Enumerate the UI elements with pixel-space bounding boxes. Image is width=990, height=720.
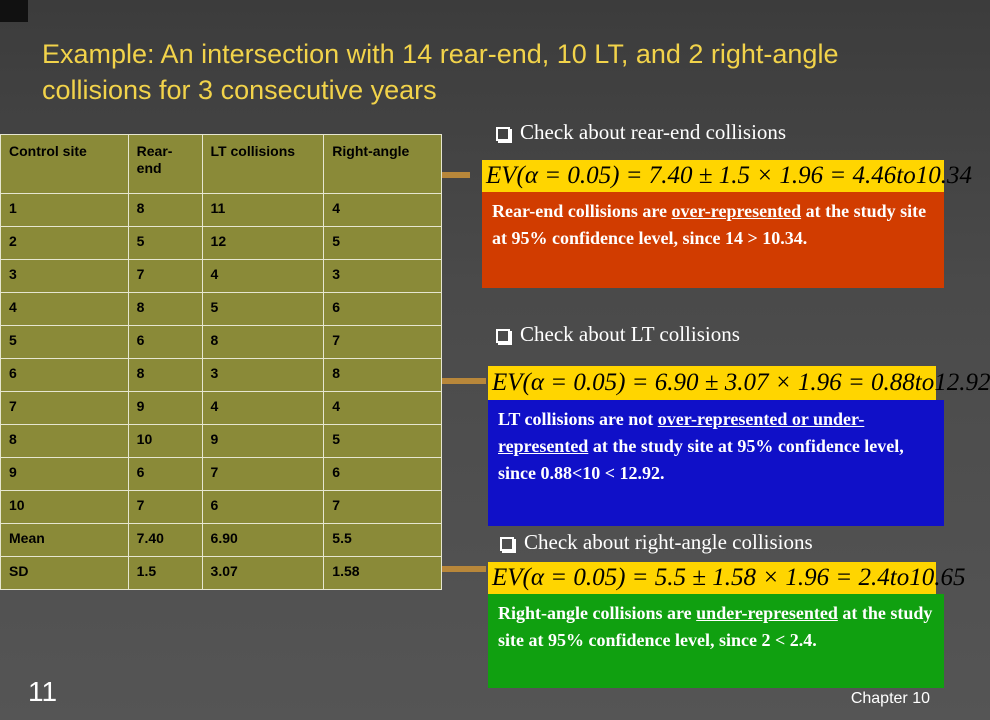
table-cell: 9 [1, 458, 129, 491]
result-right-angle-post: at the study site at 95% confidence level, since 2 < 2.4. [498, 603, 933, 650]
table-cell: 7 [324, 326, 442, 359]
table-row [1, 359, 442, 392]
table-cell: 6.90 [202, 524, 324, 557]
table-cell: 3 [202, 359, 324, 392]
table-cell: 6 [128, 326, 202, 359]
table-cell: 1 [1, 194, 129, 227]
table-cell: 8 [128, 194, 202, 227]
table-cell: 9 [202, 425, 324, 458]
header-lt-collisions: LT collisions [202, 135, 324, 194]
table-header-row [1, 135, 442, 194]
result-right-angle-pre: Right-angle collisions are [498, 603, 697, 623]
table-row [1, 293, 442, 326]
table-cell: 7 [1, 392, 129, 425]
table-cell: 3 [1, 260, 129, 293]
connector-line [442, 566, 486, 572]
table-cell: 9 [128, 392, 202, 425]
table-cell: 4 [202, 392, 324, 425]
corner-decoration [0, 0, 28, 22]
table-cell: 6 [128, 458, 202, 491]
check-right-angle-heading [500, 530, 813, 555]
table-cell: 5 [128, 227, 202, 260]
check-rear-end-heading [496, 120, 786, 145]
result-rear-end-pre: Rear-end collisions are [492, 201, 672, 221]
table-cell: 4 [324, 194, 442, 227]
table-cell: 2 [1, 227, 129, 260]
result-box-rear-end [482, 192, 944, 288]
table-row [1, 557, 442, 590]
table-cell: 7 [202, 458, 324, 491]
table-cell: 1.58 [324, 557, 442, 590]
table-row [1, 326, 442, 359]
table-cell: 12 [202, 227, 324, 260]
collision-data-table [0, 134, 442, 590]
check-lt-label: Check about LT collisions [520, 322, 740, 346]
table-cell: 3.07 [202, 557, 324, 590]
formula-lt: EV(α = 0.05) = 6.90 ± 3.07 × 1.96 = 0.88to12.92 [488, 366, 936, 400]
table-cell: 6 [202, 491, 324, 524]
table-row [1, 392, 442, 425]
table-cell: 7 [324, 491, 442, 524]
result-box-right-angle [488, 594, 944, 688]
table-row [1, 491, 442, 524]
table-cell: 7.40 [128, 524, 202, 557]
connector-line [442, 378, 486, 384]
table-cell: 10 [1, 491, 129, 524]
table-cell: 7 [128, 491, 202, 524]
formula-rear-end: EV(α = 0.05) = 7.40 ± 1.5 × 1.96 = 4.46to10.34 [482, 160, 944, 192]
table-cell: 11 [202, 194, 324, 227]
checkbox-icon [496, 127, 510, 141]
result-box-lt [488, 400, 944, 526]
result-lt-post: at the study site at 95% confidence level, since 0.88<10 < 12.92. [498, 436, 904, 483]
connector-line [442, 172, 470, 178]
slide-title: Example: An intersection with 14 rear-end, 10 LT, and 2 right-angle collisions for 3 consecutive years [42, 39, 839, 105]
table-row [1, 458, 442, 491]
header-rear-end: Rear-end [128, 135, 202, 194]
table-cell: 3 [324, 260, 442, 293]
check-lt-heading [496, 322, 740, 347]
table-cell: 5.5 [324, 524, 442, 557]
checkbox-icon [500, 537, 514, 551]
table-cell: 10 [128, 425, 202, 458]
header-control-site: Control site [1, 135, 129, 194]
table-cell: 5 [324, 425, 442, 458]
header-right-angle: Right-angle [324, 135, 442, 194]
table-cell: 5 [324, 227, 442, 260]
table-cell: 8 [202, 326, 324, 359]
chapter-label: Chapter 10 [850, 690, 930, 707]
result-right-angle-underlined: under-represented [696, 603, 838, 623]
check-rear-end-label: Check about rear-end collisions [520, 120, 787, 144]
table-row [1, 194, 442, 227]
result-lt-pre: LT collisions are not [498, 409, 658, 429]
table-cell: 5 [202, 293, 324, 326]
table-cell: 4 [324, 392, 442, 425]
table-row [1, 524, 442, 557]
checkbox-icon [496, 329, 510, 343]
result-rear-end-post: at the study site at 95% confidence level, since 14 > 10.34. [492, 201, 927, 248]
table-row [1, 227, 442, 260]
result-rear-end-underlined: over-represented [671, 201, 802, 221]
table-cell: Mean [1, 524, 129, 557]
table-cell: 6 [1, 359, 129, 392]
table-row [1, 260, 442, 293]
table-cell: 8 [128, 359, 202, 392]
table-cell: 7 [128, 260, 202, 293]
result-lt-underlined: over-represented or under-represented [498, 409, 865, 456]
table-cell: 6 [324, 293, 442, 326]
table-cell: 6 [324, 458, 442, 491]
table-cell: 8 [324, 359, 442, 392]
formula-right-angle: EV(α = 0.05) = 5.5 ± 1.58 × 1.96 = 2.4to10.65 [488, 562, 936, 594]
table-cell: 1.5 [128, 557, 202, 590]
table-cell: 8 [1, 425, 129, 458]
table-cell: SD [1, 557, 129, 590]
slide-number: 11 [28, 676, 58, 707]
table-cell: 4 [202, 260, 324, 293]
table-row [1, 425, 442, 458]
check-right-angle-label: Check about right-angle collisions [524, 530, 813, 554]
table-cell: 5 [1, 326, 129, 359]
table-cell: 8 [128, 293, 202, 326]
table-cell: 4 [1, 293, 129, 326]
